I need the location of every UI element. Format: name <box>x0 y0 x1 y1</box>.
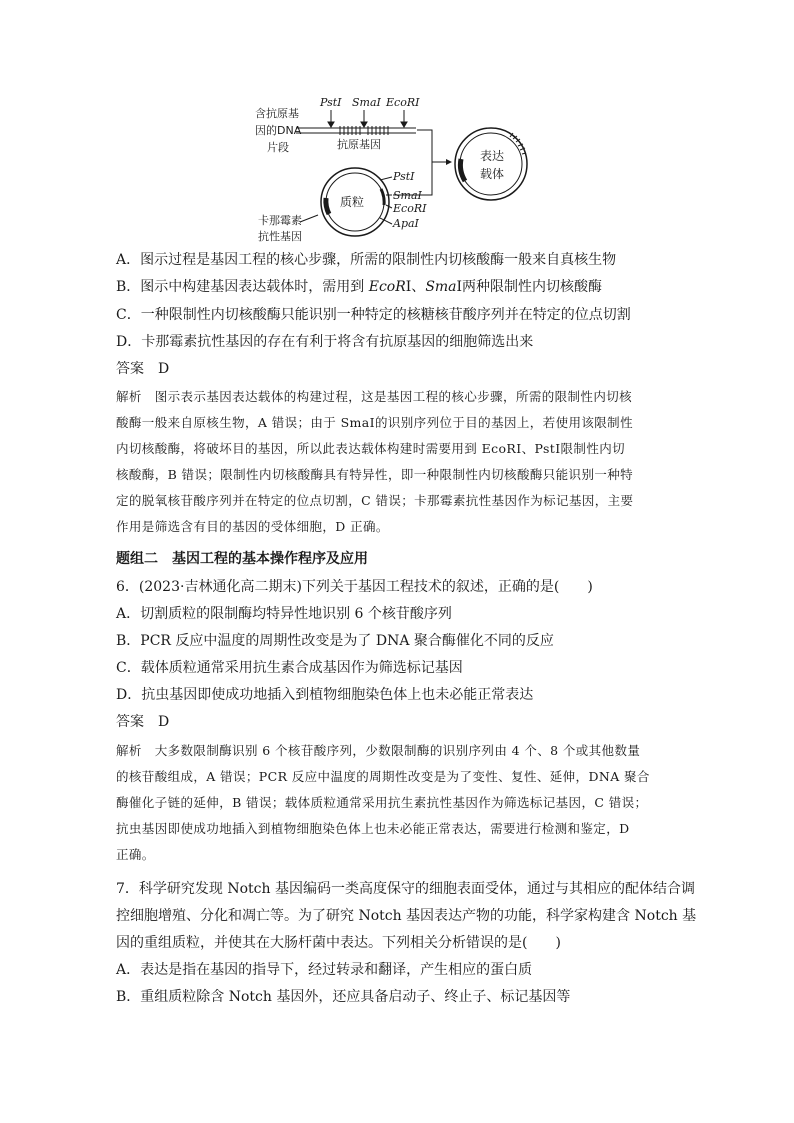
q5-analysis-line-2: 酸酶一般来自原核生物，A 错误；由于 SmaⅠ的识别序列位于目的基因上，若使用该限制性 <box>116 415 633 430</box>
expression-vector-label-2: 载体 <box>480 167 505 181</box>
q6-analysis-text-1: 大多数限制酶识别 6 个核苷酸序列，少数限制酶的识别序列由 4 个、8 个或其他数量 <box>154 743 641 758</box>
q7-stem-line-2: 控细胞增殖、分化和凋亡等。为了研究 Notch 基因表达产物的功能，科学家构建含 Notch 基 <box>116 908 697 924</box>
q5-analysis-line-3: 内切核酸酶，将破坏目的基因，所以此表达载体构建时需要用到 EcoRⅠ、PstⅠ限制性内切 <box>116 441 626 456</box>
expression-vector <box>455 128 527 200</box>
dna-fragment-label-2: 因的DNA <box>255 124 302 137</box>
q6-option-a: A．切割质粒的限制酶均特异性地识别 6 个核苷酸序列 <box>116 606 452 622</box>
q7-stem-line-1: 7．科学研究发现 Notch 基因编码一类高度保守的细胞表面受体，通过与其相应的配体结合调 <box>116 881 695 897</box>
q5-option-a: A．图示过程是基因工程的核心步骤，所需的限制性内切核酸酶一般来自真核生物 <box>116 252 617 268</box>
plasmid-site-apa: ApaⅠ <box>393 217 419 230</box>
q5-analysis-text-1: 图示表示基因表达载体的构建过程，这是基因工程的核心步骤，所需的限制性内切核 <box>154 389 633 404</box>
q5-analysis-line-5: 定的脱氧核苷酸序列并在特定的位点切割，C 错误；卡那霉素抗性基因作为标记基因，主要 <box>116 493 634 508</box>
q6-analysis-line-5: 正确。 <box>116 847 155 862</box>
q5-option-b-enzyme1: EcoR <box>368 279 406 295</box>
q5-analysis-line-6: 作用是筛选含有目的基因的受体细胞，D 正确。 <box>116 519 389 534</box>
q6-option-d: D．抗虫基因即使成功地插入到植物细胞染色体上也未必能正常表达 <box>116 687 534 703</box>
q6-option-c: C．载体质粒通常采用抗生素合成基因作为筛选标记基因 <box>116 660 463 676</box>
q5-option-b <box>116 276 602 298</box>
expression-vector-label-1: 表达 <box>480 149 505 163</box>
resistance-label-1: 卡那霉素 <box>258 214 302 227</box>
plasmid-site-sma: SmaⅠ <box>393 189 422 202</box>
plasmid-site-pst: PstⅠ <box>393 170 415 183</box>
q5-analysis-line-1 <box>116 386 632 408</box>
q6-analysis-line-3: 酶催化子链的延伸，B 错误；载体质粒通常采用抗生素抗性基因作为筛选标记基因，C 错误； <box>116 795 648 810</box>
resistance-pointer <box>300 215 318 222</box>
q6-stem: 6．(2023·吉林通化高二期末)下列关于基因工程技术的叙述，正确的是( ) <box>116 579 593 595</box>
connector-arrowhead <box>446 159 452 165</box>
q5-answer-label: 答案 <box>116 361 144 377</box>
q5-option-b-pre: B．图示中构建基因表达载体时，需用到 <box>116 279 369 295</box>
q5-analysis-line-4: 核酸酶，B 错误；限制性内切核酸酶具有特异性，即一种限制性内切核酸酶只能识别一种特 <box>116 467 634 482</box>
connector-lines <box>393 130 448 195</box>
q5-option-b-enzyme2: Sma <box>425 279 457 295</box>
q5-answer <box>116 358 169 380</box>
antigen-gene-label: 抗原基因 <box>337 138 381 151</box>
enzyme-sma-label: SmaⅠ <box>352 96 381 109</box>
q6-analysis-line-1 <box>116 740 640 762</box>
enzyme-pst-label: PstⅠ <box>320 96 342 109</box>
enzyme-arrows <box>328 110 407 127</box>
q6-answer-value: D <box>158 714 170 730</box>
dna-fragment-label-1: 含抗原基 <box>255 107 299 120</box>
q5-option-b-mid: Ⅰ、 <box>405 279 426 295</box>
q5-analysis-label: 解析 <box>116 389 142 404</box>
q6-answer <box>116 711 169 733</box>
dna-fragment-label-3: 片段 <box>267 141 289 154</box>
q5-answer-value: D <box>158 361 170 377</box>
q7-option-a: A．表达是指在基因的指导下，经过转录和翻译，产生相应的蛋白质 <box>116 962 533 978</box>
q7-option-b: B．重组质粒除含 Notch 基因外，还应具备启动子、终止子、标记基因等 <box>116 989 571 1005</box>
plasmid-label: 质粒 <box>340 195 365 209</box>
resistance-label-2: 抗性基因 <box>258 230 302 243</box>
q7-stem-line-3: 因的重组质粒，并使其在大肠杆菌中表达。下列相关分析错误的是( ) <box>116 935 561 951</box>
q6-answer-label: 答案 <box>116 714 144 730</box>
q5-option-b-post: Ⅰ两种限制性内切核酸酶 <box>456 279 603 295</box>
q5-option-d: D．卡那霉素抗性基因的存在有利于将含有抗原基因的细胞筛选出来 <box>116 334 534 350</box>
plasmid-site-ecor: EcoRⅠ <box>393 202 427 215</box>
q6-analysis-line-4: 抗虫基因即使成功地插入到植物细胞染色体上也未必能正常表达，需要进行检测和鉴定，D <box>116 821 630 836</box>
gene-engineering-diagram <box>0 0 794 250</box>
q5-option-c: C．一种限制性内切核酸酶只能识别一种特定的核糖核苷酸序列并在特定的位点切割 <box>116 307 631 323</box>
q6-analysis-label: 解析 <box>116 743 142 758</box>
group2-heading: 题组二 基因工程的基本操作程序及应用 <box>116 551 368 567</box>
enzyme-ecor-label: EcoRⅠ <box>386 96 420 109</box>
q6-analysis-line-2: 的核苷酸组成，A 错误；PCR 反应中温度的周期性改变是为了变性、复性、延伸，DNA 聚合 <box>116 769 650 784</box>
q6-option-b: B．PCR 反应中温度的周期性改变是为了 DNA 聚合酶催化不同的反应 <box>116 633 554 649</box>
